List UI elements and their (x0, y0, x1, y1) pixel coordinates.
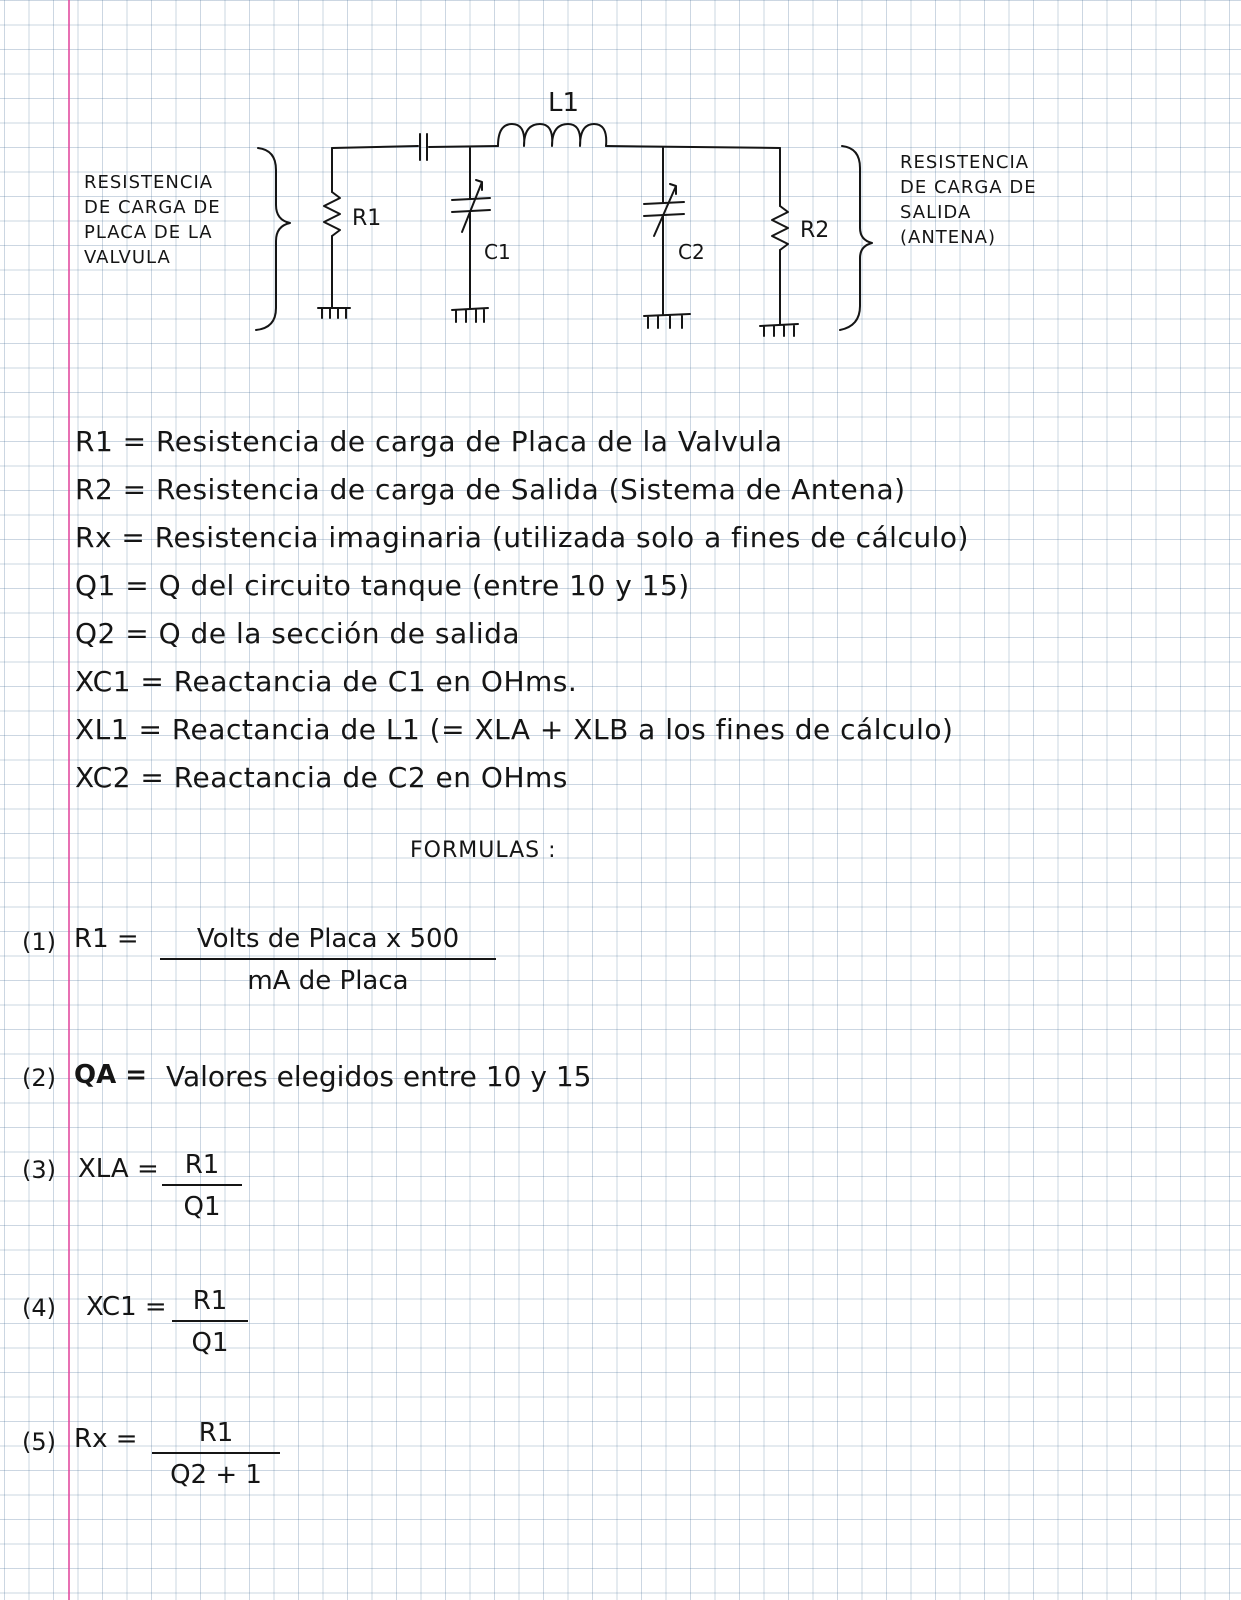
formula-4-numerator: R1 (172, 1286, 248, 1322)
formula-1-denominator: mA de Placa (247, 966, 409, 996)
right-load-line: DE CARGA DE (900, 177, 1037, 198)
formula-3-number: (3) (22, 1156, 56, 1184)
c2-variable-arrow (654, 184, 676, 236)
ground-c2 (644, 314, 690, 328)
inductor-l1 (498, 124, 606, 146)
definition-r2: R2 = Resistencia de carga de Salida (Sistema de Antena) (75, 473, 906, 506)
c1-variable-arrow (462, 180, 482, 232)
formula-1-number: (1) (22, 928, 56, 956)
top-wire-left (332, 146, 418, 148)
formula-4-fraction (172, 1286, 248, 1358)
right-load-description (900, 150, 1037, 250)
c1-plate-a (452, 198, 490, 200)
formulas-heading: FORMULAS : (410, 838, 557, 863)
formula-5-denominator: Q2 + 1 (170, 1460, 262, 1490)
definition-xc1: XC1 = Reactancia de C1 en OHms. (75, 665, 578, 698)
right-load-line: (ANTENA) (900, 227, 996, 248)
formula-5-number: (5) (22, 1428, 56, 1456)
formula-3-numerator: R1 (162, 1150, 242, 1186)
right-load-line: SALIDA (900, 202, 972, 223)
l1-label: L1 (548, 88, 580, 118)
c2-plate-a (644, 202, 684, 204)
formula-2-number: (2) (22, 1064, 56, 1092)
definition-xl1: XL1 = Reactancia de L1 (= XLA + XLB a los fines de cálculo) (75, 713, 954, 746)
left-load-description (84, 170, 221, 270)
r2-label: R2 (800, 218, 830, 243)
definition-q2: Q2 = Q de la sección de salida (75, 617, 521, 650)
left-load-line: PLACA DE LA (84, 222, 213, 243)
formula-5-fraction (152, 1418, 280, 1490)
left-brace (256, 148, 290, 330)
right-load-line: RESISTENCIA (900, 152, 1030, 173)
top-wire-mid (429, 146, 498, 147)
definition-q1: Q1 = Q del circuito tanque (entre 10 y 15) (75, 569, 690, 602)
formula-5-lhs: Rx = (74, 1424, 138, 1454)
formula-2-text: Valores elegidos entre 10 y 15 (166, 1060, 592, 1093)
formula-3-lhs: XLA = (78, 1154, 159, 1184)
formula-4-number: (4) (22, 1294, 56, 1322)
formula-3-denominator: Q1 (183, 1192, 221, 1222)
definition-r1: R1 = Resistencia de carga de Placa de la Valvula (75, 425, 783, 458)
left-load-line: RESISTENCIA (84, 172, 214, 193)
c2-label: C2 (678, 240, 705, 264)
formula-4-denominator: Q1 (191, 1328, 229, 1358)
definitions-list (75, 418, 1075, 802)
top-wire-right (606, 146, 780, 148)
r1-label: R1 (352, 206, 382, 231)
formula-2-lhs: QA = (74, 1060, 148, 1090)
ground-r2 (760, 324, 798, 336)
ground-c1 (452, 308, 488, 322)
formula-4-lhs: XC1 = (86, 1292, 167, 1322)
definition-rx: Rx = Resistencia imaginaria (utilizada solo a fines de cálculo) (75, 521, 969, 554)
left-load-line: DE CARGA DE (84, 197, 221, 218)
formula-3-fraction (162, 1150, 242, 1222)
ground-r1 (318, 308, 350, 318)
formula-1-fraction (160, 924, 496, 996)
right-brace (840, 146, 872, 330)
formula-5-numerator: R1 (152, 1418, 280, 1454)
resistor-r2 (772, 206, 788, 250)
formula-1-lhs: R1 = (74, 924, 139, 954)
formula-1-numerator: Volts de Placa x 500 (160, 924, 496, 960)
resistor-r1 (324, 192, 340, 236)
definition-xc2: XC2 = Reactancia de C2 en OHms (75, 761, 568, 794)
left-load-line: VALVULA (84, 247, 171, 268)
c1-label: C1 (484, 240, 511, 264)
